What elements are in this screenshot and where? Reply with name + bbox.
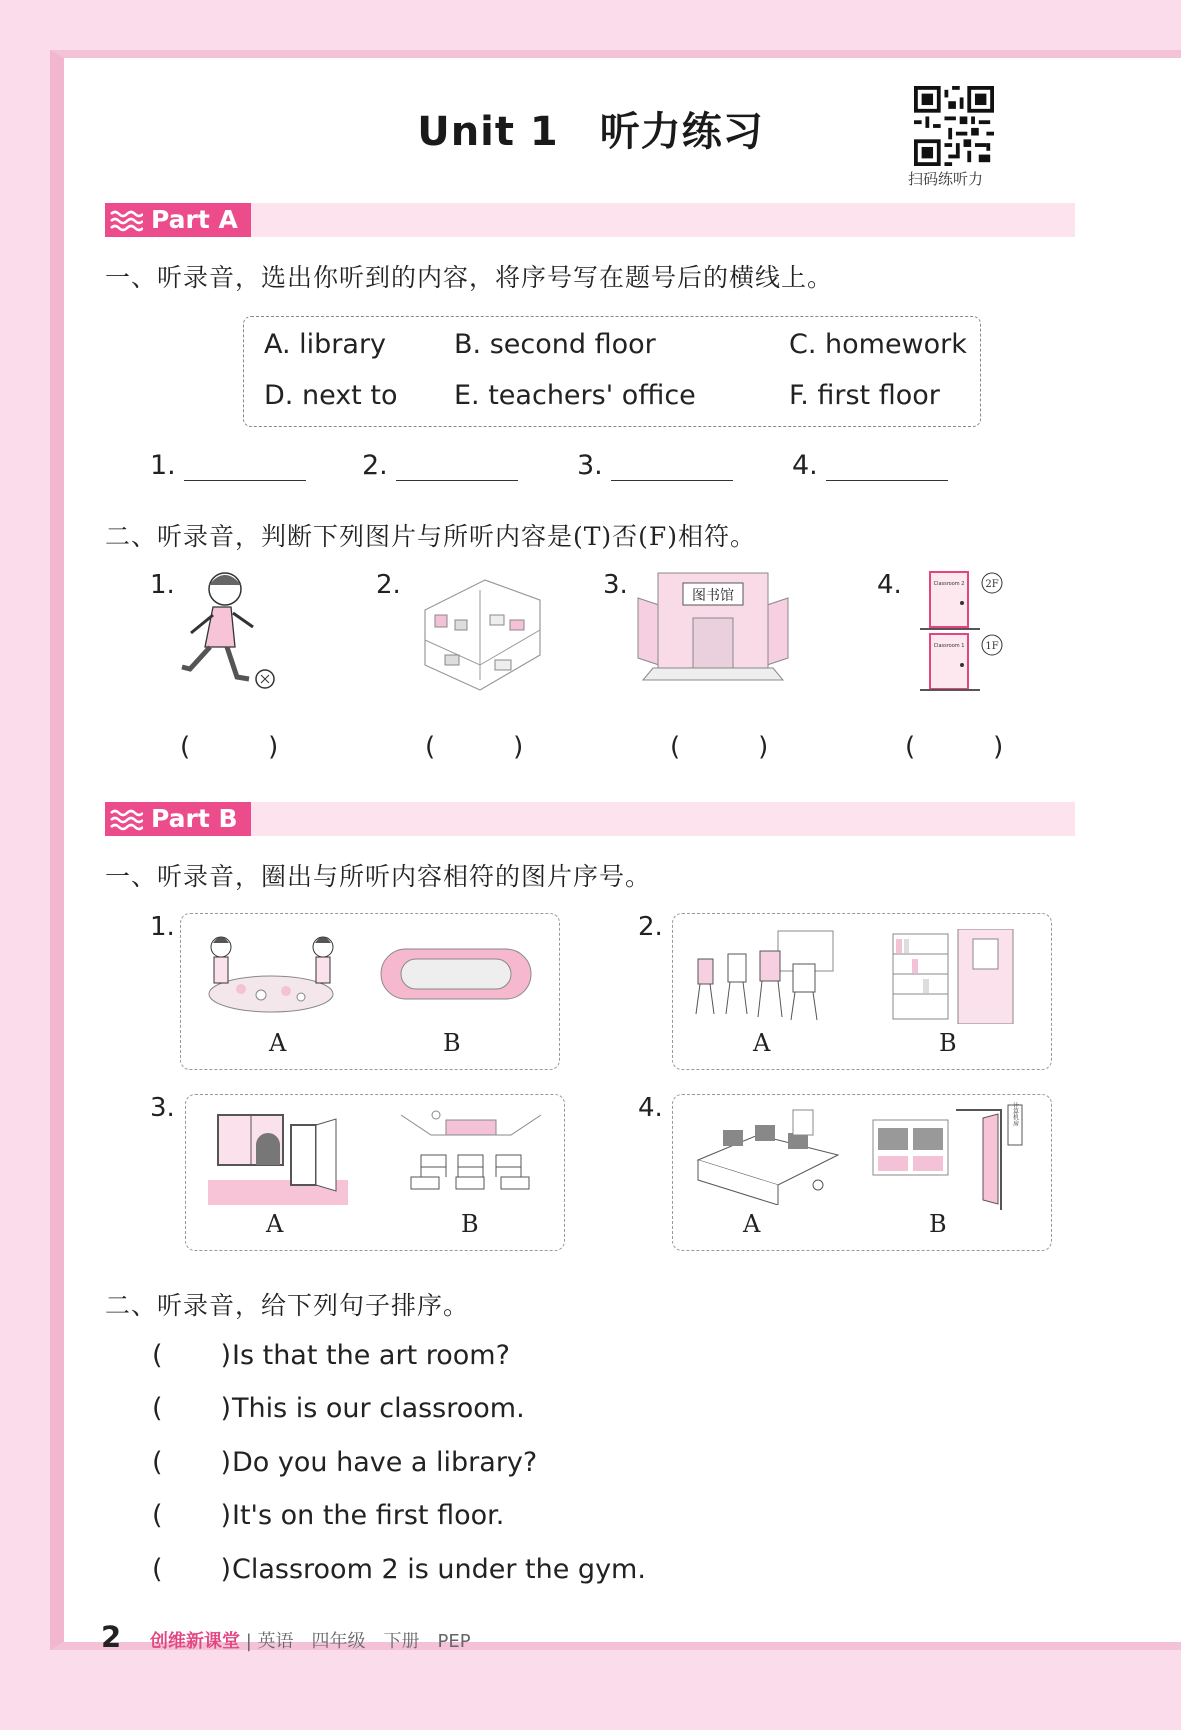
computer-room-door-image[interactable] [868, 1100, 1028, 1210]
option-d: D. next to [264, 380, 398, 411]
answer-blank-1[interactable]: 1. [150, 450, 306, 481]
part-a-q1-instruction: 一、听录音，选出你听到的内容，将序号写在题号后的横线上。 [105, 263, 834, 292]
classroom-doors-image [920, 567, 1010, 692]
tf-answer-3[interactable]: ( ) [670, 732, 769, 762]
part-b-header [105, 802, 1075, 836]
ordering-sentence: ( )It's on the first floor. [152, 1500, 505, 1531]
picture-pair-4 [672, 1094, 1052, 1251]
footer-book-info: | 英语 四年级 下册 PEP [245, 1631, 471, 1652]
part-b-q2-instruction: 二、听录音，给下列句子排序。 [105, 1291, 470, 1320]
ordering-sentence: ( )Classroom 2 is under the gym. [152, 1554, 646, 1585]
picture-pair-3 [185, 1094, 565, 1251]
computer-desks-image[interactable] [693, 1105, 843, 1205]
ordering-sentence: ( )This is our classroom. [152, 1393, 525, 1424]
order-answer-box[interactable]: ( ) [152, 1447, 232, 1478]
part-b-tag [105, 802, 251, 836]
answer-blank-2[interactable]: 2. [362, 450, 518, 481]
svg-text:Classroom 2: Classroom 2 [933, 581, 965, 587]
label-a: A [269, 1029, 287, 1057]
art-room-easels-image[interactable] [688, 929, 838, 1024]
label-b: B [461, 1210, 479, 1238]
options-box [243, 316, 981, 427]
school-building-image [415, 570, 545, 700]
waves-icon [109, 208, 143, 232]
order-answer-box[interactable]: ( ) [152, 1554, 232, 1585]
tf-answer-4[interactable]: ( ) [905, 732, 1004, 762]
order-answer-box[interactable]: ( ) [152, 1393, 232, 1424]
part-a-header [105, 203, 1075, 237]
item-number: 1. [150, 570, 175, 600]
qr-code-icon[interactable] [914, 86, 994, 166]
svg-text:2F: 2F [985, 579, 999, 590]
option-b: B. second floor [454, 329, 656, 360]
item-number: 3. [603, 570, 628, 600]
tf-answer-1[interactable]: ( ) [180, 732, 279, 762]
boy-playing-football-image [175, 567, 275, 697]
ordering-sentence: ( )Do you have a library? [152, 1447, 538, 1478]
option-f: F. first floor [789, 380, 940, 411]
option-e: E. teachers' office [454, 380, 696, 411]
waves-icon [109, 807, 143, 831]
option-a: A. library [264, 329, 387, 360]
footer-info [150, 1627, 471, 1653]
tf-answer-2[interactable]: ( ) [425, 732, 524, 762]
ordering-sentence: ( )Is that the art room? [152, 1340, 510, 1371]
item-number: 2. [376, 570, 401, 600]
music-room-piano-image[interactable] [206, 1110, 356, 1205]
option-c: C. homework [789, 329, 967, 360]
item-number: 4. [638, 1093, 663, 1123]
part-a-label: Part A [151, 205, 238, 234]
svg-text:图书馆: 图书馆 [692, 588, 734, 604]
label-a: A [743, 1210, 761, 1238]
svg-text:1F: 1F [985, 641, 999, 652]
part-a-q2-instruction: 二、听录音，判断下列图片与所听内容是(T)否(F)相符。 [105, 522, 757, 551]
order-answer-box[interactable]: ( ) [152, 1500, 232, 1531]
svg-text:Classroom 1: Classroom 1 [933, 643, 965, 649]
svg-text:计算机房: 计算机房 [1011, 1102, 1019, 1126]
item-number: 4. [877, 570, 902, 600]
label-b: B [939, 1029, 957, 1057]
item-number: 1. [150, 912, 175, 942]
qr-caption: 扫码练听力 [908, 170, 984, 188]
item-number: 2. [638, 912, 663, 942]
item-number: 3. [150, 1093, 175, 1123]
part-b-label: Part B [151, 804, 238, 833]
answer-blank-4[interactable]: 4. [792, 450, 948, 481]
classroom-desks-image[interactable] [396, 1105, 546, 1205]
library-bookshelves-image[interactable] [888, 929, 1018, 1024]
part-a-tag [105, 203, 251, 237]
library-building-image [633, 568, 793, 683]
playground-track-image[interactable] [376, 944, 536, 1004]
label-a: A [266, 1210, 284, 1238]
page-title: Unit 1 听力练习 [417, 109, 764, 155]
label-b: B [929, 1210, 947, 1238]
answer-blank-3[interactable]: 3. [577, 450, 733, 481]
page-number: 2 [101, 1620, 122, 1654]
order-answer-box[interactable]: ( ) [152, 1340, 232, 1371]
label-b: B [443, 1029, 461, 1057]
picture-pair-1 [180, 913, 560, 1070]
children-planting-image[interactable] [201, 929, 341, 1019]
picture-pair-2 [672, 913, 1052, 1070]
footer-brand: 创维新课堂 [150, 1631, 240, 1652]
label-a: A [753, 1029, 771, 1057]
part-b-q1-instruction: 一、听录音，圈出与所听内容相符的图片序号。 [105, 862, 652, 891]
